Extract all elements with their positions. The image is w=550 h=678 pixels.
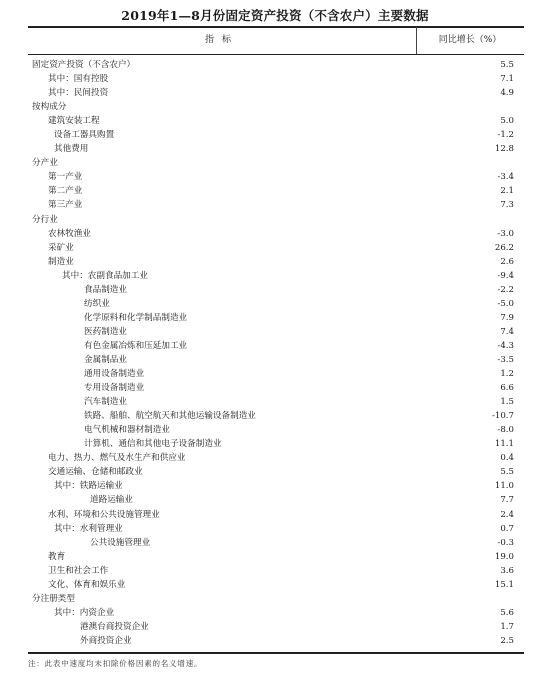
row-label: 电气机械和器材制造业 — [84, 425, 170, 436]
table-bottom-rule — [28, 652, 524, 654]
table-row — [28, 72, 524, 86]
row-label: 农林牧渔业 — [48, 228, 91, 239]
row-value: -8.0 — [497, 425, 514, 436]
table-row — [28, 578, 524, 592]
row-value: 7.7 — [500, 495, 514, 506]
table-row — [28, 592, 524, 606]
header-bottom-rule — [28, 54, 524, 55]
row-value: 7.4 — [500, 326, 514, 337]
table-row — [28, 536, 524, 550]
table-row — [28, 311, 524, 325]
table-row — [28, 493, 524, 507]
row-label: 卫生和社会工作 — [48, 565, 109, 576]
row-label: 港澳台商投资企业 — [80, 621, 149, 632]
table-row — [28, 550, 524, 564]
row-value: -1.2 — [497, 130, 514, 141]
row-value: -3.0 — [497, 228, 514, 239]
row-value: 1.2 — [500, 369, 514, 380]
row-label: 采矿业 — [48, 242, 74, 253]
table-row — [28, 409, 524, 423]
table-row — [28, 508, 524, 522]
row-label: 外商投资企业 — [80, 635, 132, 646]
table-row — [28, 283, 524, 297]
row-value: -4.3 — [497, 340, 514, 351]
row-value: 2.4 — [500, 509, 514, 520]
row-label: 按构成分 — [32, 102, 67, 113]
row-label: 其中：内资企业 — [54, 607, 115, 618]
row-label: 制造业 — [48, 256, 74, 267]
table-row — [28, 227, 524, 241]
row-label: 汽车制造业 — [84, 397, 127, 408]
table-row — [28, 100, 524, 114]
row-label: 医药制造业 — [84, 326, 127, 337]
row-value: 7.9 — [500, 312, 514, 323]
row-value: 3.6 — [500, 565, 514, 576]
row-label: 其中：铁路运输业 — [54, 481, 123, 492]
table-row — [28, 58, 524, 72]
row-label: 其中：农副食品加工业 — [62, 270, 148, 281]
row-value: 5.0 — [500, 116, 514, 127]
row-value: 2.1 — [500, 186, 514, 197]
row-label: 其中：水利管理业 — [54, 523, 123, 534]
row-label: 其中：民间投资 — [48, 88, 109, 99]
row-value: 12.8 — [494, 144, 514, 155]
row-value: 15.1 — [494, 579, 514, 590]
table-row — [28, 620, 524, 634]
table-row — [28, 634, 524, 648]
table-row — [28, 128, 524, 142]
table-row — [28, 297, 524, 311]
table-row — [28, 213, 524, 227]
row-value: 11.0 — [494, 481, 514, 492]
row-value: -3.4 — [497, 172, 514, 183]
row-label: 教育 — [48, 551, 66, 562]
row-label: 文化、体育和娱乐业 — [48, 579, 126, 590]
row-value: 19.0 — [494, 551, 514, 562]
table-row — [28, 325, 524, 339]
row-value: 5.5 — [500, 60, 514, 70]
table-row — [28, 255, 524, 269]
row-label: 固定资产投资（不含农户） — [32, 60, 136, 70]
growth-header: 同比增长（%） — [438, 35, 502, 45]
row-label: 分行业 — [32, 214, 58, 225]
row-label: 建筑安装工程 — [48, 116, 100, 127]
row-value: -10.7 — [491, 411, 514, 422]
row-label: 第三产业 — [48, 200, 83, 211]
row-value: -5.0 — [497, 298, 514, 309]
row-label: 其他费用 — [54, 144, 89, 155]
table-row — [28, 241, 524, 255]
table-row — [28, 437, 524, 451]
indicator-header: 指标 — [204, 35, 239, 45]
row-label: 化学原料和化学制品制造业 — [84, 312, 188, 323]
table-row — [28, 367, 524, 381]
table-top-rule — [28, 26, 524, 28]
footnote: 注：此表中速度均未扣除价格因素的名义增速。 — [28, 659, 203, 668]
row-label: 电力、热力、燃气及水生产和供应业 — [48, 453, 186, 464]
table-row — [28, 381, 524, 395]
table-row — [28, 198, 524, 212]
row-value: 5.6 — [500, 607, 514, 618]
row-value: 11.1 — [494, 439, 514, 450]
table-row — [28, 479, 524, 493]
row-value: 5.5 — [500, 467, 514, 478]
table-row — [28, 184, 524, 198]
row-label: 有色金属冶炼和压延加工业 — [84, 340, 188, 351]
row-value: -9.4 — [497, 270, 514, 281]
row-label: 道路运输业 — [90, 495, 133, 506]
row-value: 4.9 — [500, 88, 514, 99]
row-value: 0.7 — [500, 523, 514, 534]
table-row — [28, 465, 524, 479]
row-value: 7.3 — [500, 200, 514, 211]
row-value: 1.7 — [500, 621, 514, 632]
table-row — [28, 451, 524, 465]
row-label: 分注册类型 — [32, 593, 75, 604]
table-row — [28, 395, 524, 409]
row-value: -2.2 — [497, 284, 514, 295]
data-rows — [28, 58, 524, 648]
row-value: 2.5 — [500, 635, 514, 646]
table-row — [28, 423, 524, 437]
table-row — [28, 156, 524, 170]
table-row — [28, 114, 524, 128]
row-label: 交通运输、仓储和邮政业 — [48, 467, 143, 478]
row-label: 计算机、通信和其他电子设备制造业 — [84, 439, 222, 450]
table-row — [28, 142, 524, 156]
row-value: 7.1 — [500, 74, 514, 85]
row-value: 6.6 — [500, 383, 514, 394]
row-label: 设备工器具购置 — [54, 130, 115, 141]
row-label: 食品制造业 — [84, 284, 127, 295]
table-row — [28, 170, 524, 184]
row-label: 其中：国有控股 — [48, 74, 109, 85]
row-value: 1.5 — [500, 397, 514, 408]
row-value: 0.4 — [500, 453, 514, 464]
row-value: 26.2 — [494, 242, 514, 253]
table-title: 2019年1—8月份固定资产投资（不含农户）主要数据 — [121, 8, 429, 23]
row-label: 公共设施管理业 — [90, 537, 151, 548]
row-label: 第一产业 — [48, 172, 83, 183]
row-value: 2.6 — [500, 256, 514, 267]
table-row — [28, 353, 524, 367]
row-label: 纺织业 — [84, 298, 110, 309]
row-value: -0.3 — [497, 537, 514, 548]
row-label: 水利、环境和公共设施管理业 — [48, 509, 160, 520]
row-label: 分产业 — [32, 158, 58, 169]
row-label: 第二产业 — [48, 186, 83, 197]
row-label: 金属制品业 — [84, 354, 127, 365]
row-label: 专用设备制造业 — [84, 383, 145, 394]
table-row — [28, 522, 524, 536]
row-value: -3.5 — [497, 354, 514, 365]
table-row — [28, 564, 524, 578]
table-row — [28, 606, 524, 620]
table-row — [28, 269, 524, 283]
table-row — [28, 339, 524, 353]
row-label: 铁路、船舶、航空航天和其他运输设备制造业 — [84, 411, 256, 422]
row-label: 通用设备制造业 — [84, 369, 145, 380]
table-row — [28, 86, 524, 100]
